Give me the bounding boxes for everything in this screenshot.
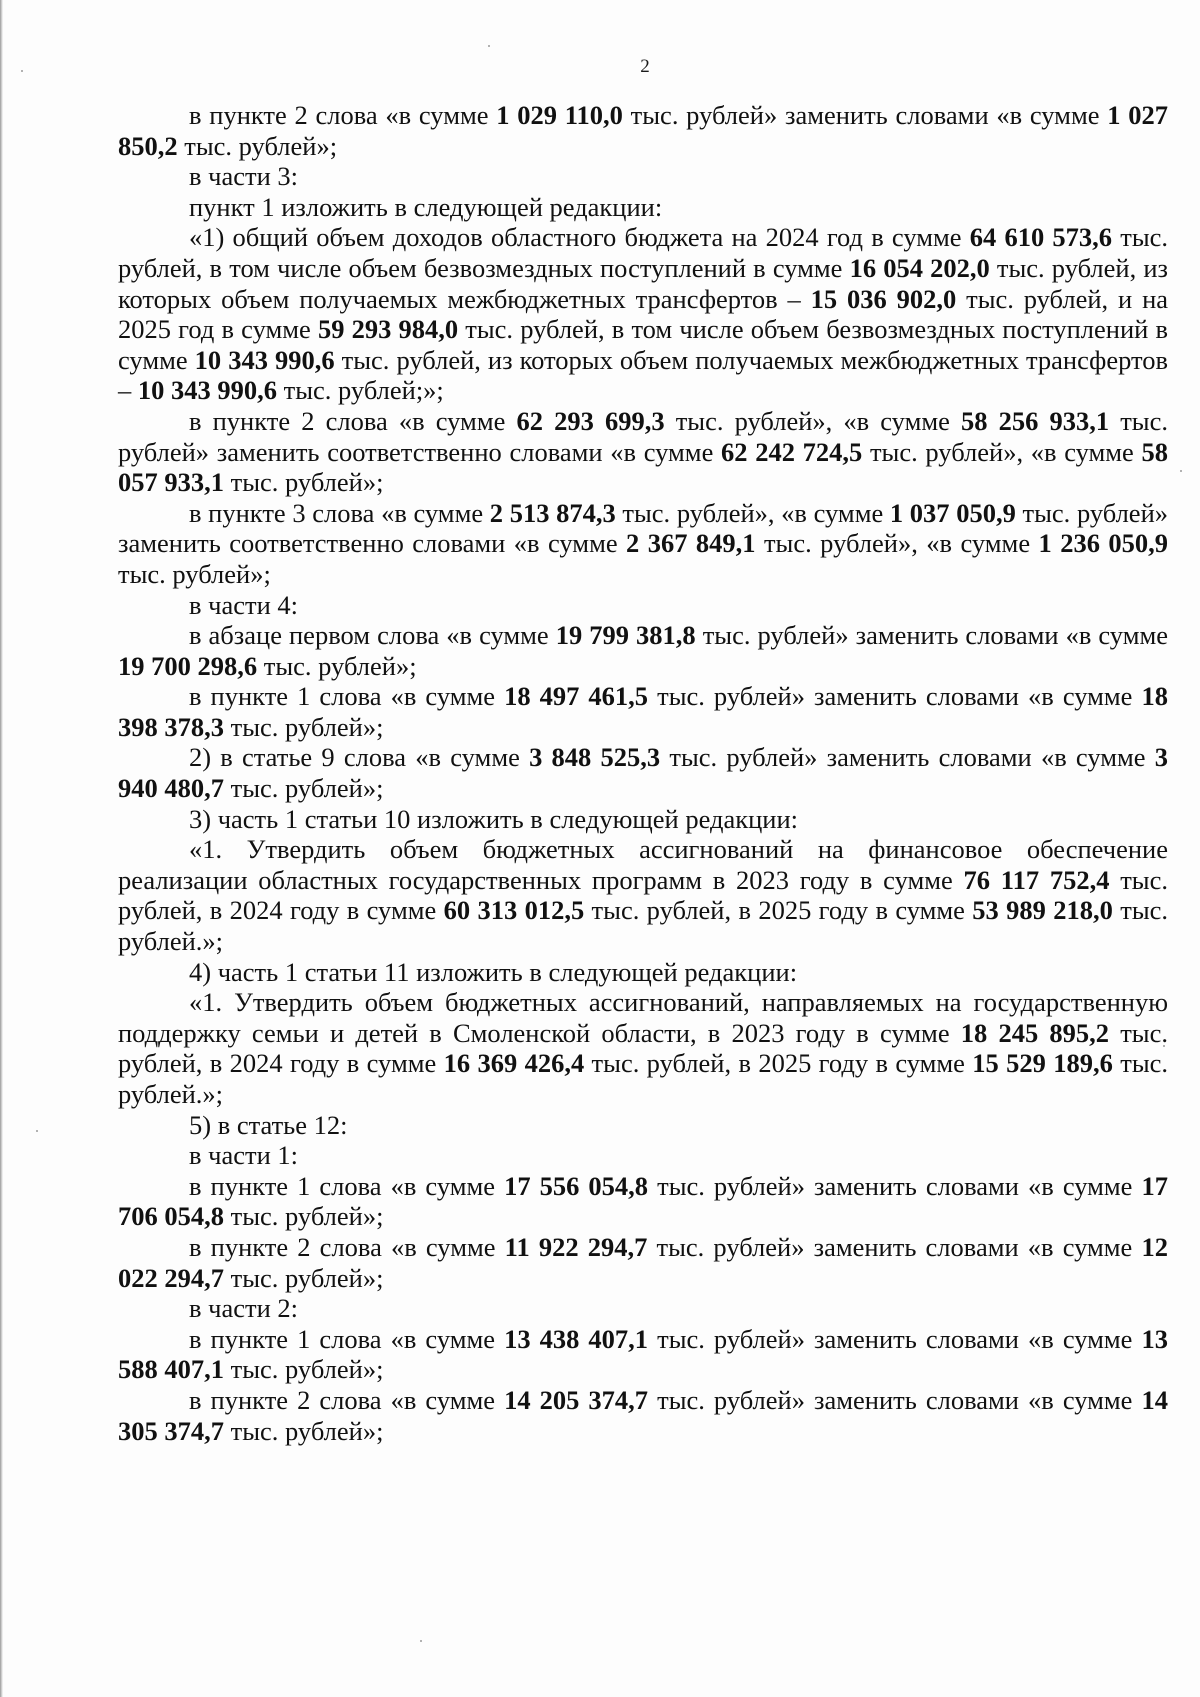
paragraph-text: тыс. рублей»; xyxy=(224,1415,384,1446)
paragraph-text: тыс. рублей, в том числе объем безвозмездных поступлений в сумме xyxy=(118,314,1169,375)
amount-value: 62 293 699,3 xyxy=(516,405,665,436)
scan-speck xyxy=(420,1640,422,1642)
paragraph-text: тыс. рублей» заменить словами «в сумме xyxy=(648,681,1142,712)
paragraph-text: тыс. рублей» заменить словами «в сумме xyxy=(648,1323,1142,1354)
amount-value: 19 700 298,6 xyxy=(118,650,258,681)
amount-value: 16 054 202,0 xyxy=(849,252,990,283)
amount-value: 10 343 990,6 xyxy=(137,375,277,406)
paragraph xyxy=(118,1110,1168,1141)
amount-value: 15 529 189,6 xyxy=(972,1048,1113,1079)
paragraph-text: 3) часть 1 статьи 10 изложить в следующей редакции: xyxy=(189,803,799,834)
paragraph xyxy=(118,1324,1168,1385)
paragraph-text: тыс. рублей»; xyxy=(224,467,384,498)
paragraph xyxy=(118,1171,1168,1232)
paragraph xyxy=(118,957,1168,988)
paragraph-text: в части 4: xyxy=(189,589,298,620)
paragraph-text: тыс. рублей.»; xyxy=(118,1048,1169,1109)
amount-value: 10 343 990,6 xyxy=(194,344,335,375)
page-number: 2 xyxy=(640,56,650,77)
amount-value: 11 922 294,7 xyxy=(504,1231,648,1262)
paragraph-text: тыс. рублей» заменить словами «в сумме xyxy=(660,742,1155,773)
paragraph-text: в абзаце первом слова «в сумме xyxy=(189,620,556,651)
amount-value: 62 242 724,5 xyxy=(721,436,863,467)
paragraph xyxy=(118,742,1168,803)
amount-value: 17 556 054,8 xyxy=(504,1170,649,1201)
paragraph-text: в пункте 1 слова «в сумме xyxy=(189,1170,505,1201)
amount-value: 14 305 374,7 xyxy=(118,1384,1168,1446)
scan-speck xyxy=(488,45,490,47)
amount-value: 14 205 374,7 xyxy=(504,1384,649,1415)
paragraph-text: тыс. рублей», «в сумме xyxy=(755,528,1039,559)
paragraph-text: «1) общий объем доходов областного бюджета на 2024 год в сумме xyxy=(189,222,970,253)
paragraph-text: в пункте 2 слова «в сумме xyxy=(189,1231,505,1262)
amount-value: 1 029 110,0 xyxy=(496,100,623,130)
amount-value: 17 706 054,8 xyxy=(118,1170,1168,1232)
paragraph-text: тыс. рублей.»; xyxy=(118,895,1169,957)
paragraph xyxy=(118,100,1168,161)
paragraph-text: тыс. рублей»; xyxy=(257,650,417,681)
amount-value: 3 848 525,3 xyxy=(529,742,661,773)
amount-value: 13 588 407,1 xyxy=(118,1323,1168,1385)
amount-value: 60 313 012,5 xyxy=(443,895,585,926)
amount-value: 13 438 407,1 xyxy=(504,1323,649,1354)
paragraph-text: в пункте 2 слова «в сумме xyxy=(189,405,517,436)
amount-value: 1 027 850,2 xyxy=(118,100,1168,161)
paragraph-text: тыс. рублей, в 2025 году в сумме xyxy=(584,1048,973,1079)
paragraph-text: тыс. рублей, из которых объем получаемых межбюджетных трансфертов – xyxy=(118,252,1169,314)
scan-speck xyxy=(36,1130,38,1132)
paragraph-text: тыс. рублей» заменить соответственно словами «в сумме xyxy=(118,497,1169,559)
paragraph xyxy=(118,620,1168,681)
paragraph-text: тыс. рублей» заменить соответственно словами «в сумме xyxy=(118,405,1168,467)
paragraph-text: 4) часть 1 статьи 11 изложить в следующей редакции: xyxy=(189,956,798,987)
paragraph xyxy=(118,987,1168,1109)
paragraph-text: тыс. рублей, в 2025 году в сумме xyxy=(584,895,973,926)
paragraph-text: в пункте 1 слова «в сумме xyxy=(189,1323,505,1354)
amount-value: 16 369 426,4 xyxy=(443,1048,585,1079)
paragraph-text: в части 1: xyxy=(189,1140,298,1171)
paragraph-text: тыс. рублей, в 2024 году в сумме xyxy=(118,1017,1168,1079)
paragraph xyxy=(118,804,1168,835)
paragraph-text: тыс. рублей»; xyxy=(224,1262,384,1293)
amount-value: 18 245 895,2 xyxy=(960,1017,1110,1048)
paragraph-text: тыс. рублей, из которых объем получаемых межбюджетных трансфертов – xyxy=(118,344,1168,406)
amount-value: 58 256 933,1 xyxy=(961,405,1110,436)
amount-value: 58 057 933,1 xyxy=(118,436,1168,498)
paragraph-text: тыс. рублей»; xyxy=(224,711,384,742)
amount-value: 64 610 573,6 xyxy=(969,222,1113,253)
paragraph-text: в части 2: xyxy=(189,1293,298,1324)
paragraph-text: тыс. рублей», «в сумме xyxy=(862,436,1142,467)
paragraph xyxy=(118,192,1168,223)
paragraph xyxy=(118,1140,1168,1171)
amount-value: 18 497 461,5 xyxy=(504,681,649,712)
paragraph-text: тыс. рублей;»; xyxy=(277,375,444,406)
amount-value: 1 236 050,9 xyxy=(1038,528,1169,559)
paragraph xyxy=(118,1293,1168,1324)
amount-value: 19 799 381,8 xyxy=(555,620,696,651)
paragraph-text: тыс. рублей» заменить словами «в сумме xyxy=(647,1231,1142,1262)
paragraph xyxy=(118,834,1168,956)
paragraph-text: тыс. рублей» заменить словами «в сумме xyxy=(648,1384,1142,1415)
paragraph-text: тыс. рублей»; xyxy=(118,558,271,589)
document-body xyxy=(118,100,1168,1446)
amount-value: 76 117 752,4 xyxy=(963,864,1110,895)
paragraph-text: тыс. рублей», «в сумме xyxy=(615,497,890,528)
amount-value: 18 398 378,3 xyxy=(118,681,1168,742)
paragraph xyxy=(118,161,1168,192)
paragraph xyxy=(118,406,1168,498)
paragraph xyxy=(118,681,1168,742)
amount-value: 15 036 902,0 xyxy=(810,283,957,314)
paragraph-text: тыс. рублей»; xyxy=(177,130,338,161)
amount-value: 2 367 849,1 xyxy=(626,528,756,559)
paragraph-text: пункт 1 изложить в следующей редакции: xyxy=(189,191,663,222)
scan-speck xyxy=(1180,470,1182,472)
paragraph-text: в пункте 3 слова «в сумме xyxy=(189,497,490,528)
paragraph-text: тыс. рублей»; xyxy=(224,1201,384,1232)
paragraph-text: в пункте 2 слова «в сумме xyxy=(189,100,497,130)
paragraph-text: тыс. рублей, в 2024 году в сумме xyxy=(118,864,1168,926)
amount-value: 3 940 480,7 xyxy=(118,742,1169,804)
paragraph-text: 5) в статье 12: xyxy=(189,1109,348,1140)
paragraph xyxy=(118,590,1168,621)
paragraph-text: тыс. рублей» заменить словами «в сумме xyxy=(695,620,1168,651)
scan-edge-shadow xyxy=(0,0,3,1697)
paragraph-text: в пункте 2 слова «в сумме xyxy=(189,1384,505,1415)
paragraph xyxy=(118,222,1168,406)
paragraph-text: тыс. рублей», «в сумме xyxy=(664,405,961,436)
paragraph xyxy=(118,1232,1168,1293)
paragraph-text: в пункте 1 слова «в сумме xyxy=(189,681,505,712)
amount-value: 59 293 984,0 xyxy=(317,314,459,345)
paragraph-text: тыс. рублей» заменить словами «в сумме xyxy=(622,100,1108,130)
paragraph-text: «1. Утвердить объем бюджетных ассигнований, направляемых на государственную поддержку семьи и детей в Смоленской области, в 2023 году в сумме xyxy=(118,987,1168,1048)
paragraph-text: тыс. рублей»; xyxy=(224,773,384,804)
paragraph-text: тыс. рублей, и на 2025 год в сумме xyxy=(118,283,1169,345)
paragraph-text: в части 3: xyxy=(189,161,298,192)
paragraph-text: 2) в статье 9 слова «в сумме xyxy=(189,742,530,773)
paragraph xyxy=(118,498,1168,590)
paragraph-text: тыс. рублей»; xyxy=(224,1354,384,1385)
amount-value: 1 037 050,9 xyxy=(889,497,1016,528)
amount-value: 53 989 218,0 xyxy=(972,895,1113,926)
paragraph-text: «1. Утвердить объем бюджетных ассигнований на финансовое обеспечение реализации областных государственных программ в 2023 году в сумме xyxy=(118,834,1168,895)
paragraph xyxy=(118,1385,1168,1446)
paragraph-text: тыс. рублей» заменить словами «в сумме xyxy=(648,1170,1142,1201)
amount-value: 2 513 874,3 xyxy=(489,497,616,528)
paragraph-text: тыс. рублей, в том числе объем безвозмездных поступлений в сумме xyxy=(118,222,1169,283)
amount-value: 12 022 294,7 xyxy=(118,1231,1168,1293)
